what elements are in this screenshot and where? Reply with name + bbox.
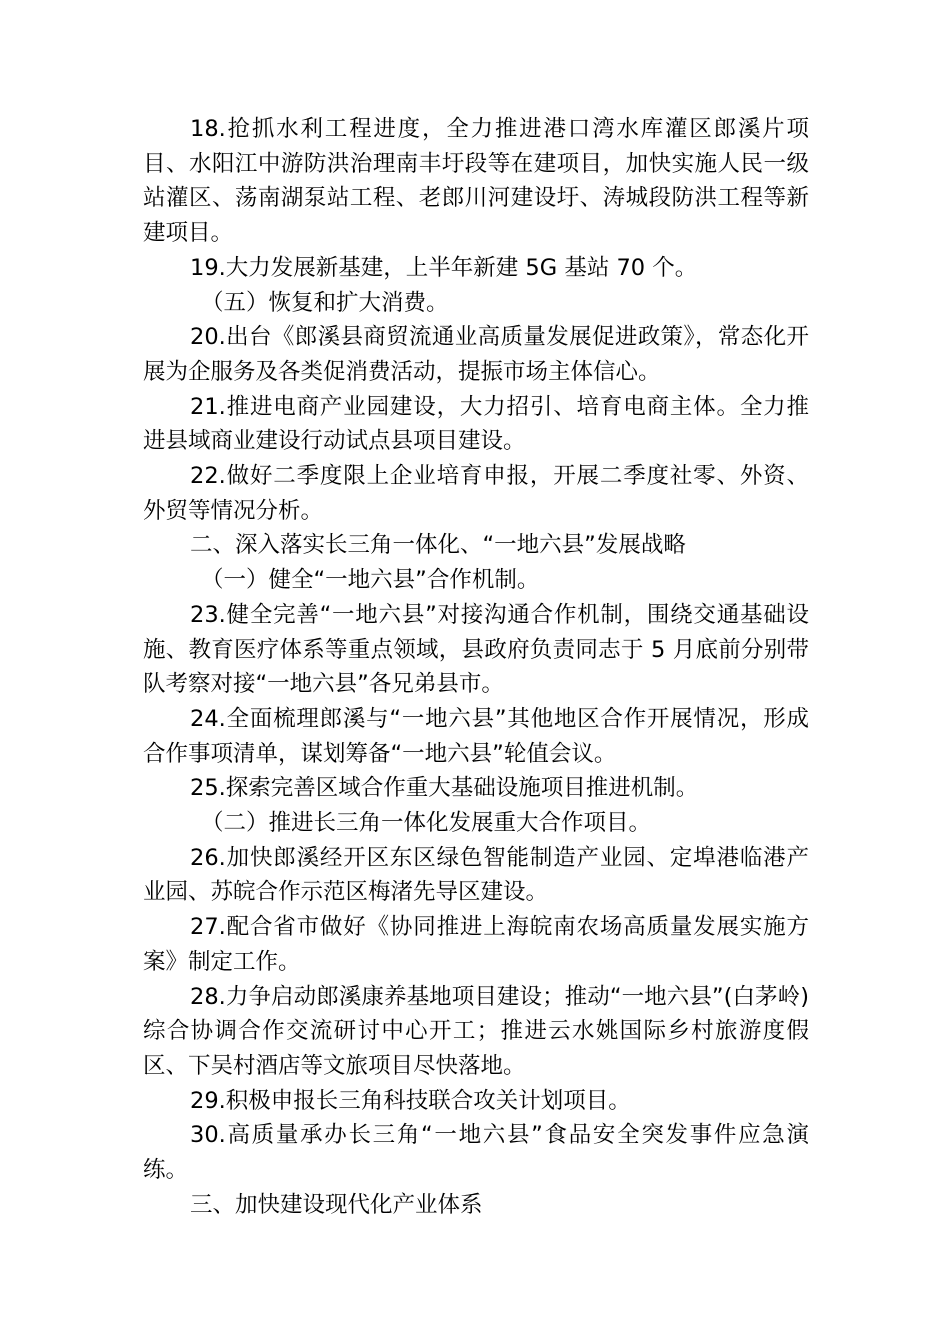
- paragraph-item-24: 24.全面梳理郎溪与“一地六县”其他地区合作开展情况，形成合作事项清单，谋划筹备“一地六县”轮值会议。: [143, 705, 809, 767]
- paragraph-item-28: 28.力争启动郎溪康养基地项目建设；推动“一地六县”(白茅岭)综合协调合作交流研讨中心开工；推进云水姚国际乡村旅游度假区、下吴村酒店等文旅项目尽快落地。: [143, 983, 809, 1079]
- subsection-heading-5: （五）恢复和扩大消费。: [201, 289, 449, 316]
- paragraph-item-22: 22.做好二季度限上企业培育申报，开展二季度社零、外资、外贸等情况分析。: [143, 463, 809, 524]
- paragraph-item-19: 19.大力发展新基建，上半年新建 5G 基站 70 个。: [190, 254, 698, 281]
- paragraph-item-30: 30.高质量承办长三角“一地六县”食品安全突发事件应急演练。: [143, 1122, 809, 1184]
- subsection-heading-2-1: （一）健全“一地六县”合作机制。: [201, 567, 540, 594]
- paragraph-item-21: 21.推进电商产业园建设，大力招引、培育电商主体。全力推进县域商业建设行动试点县项目建设。: [143, 393, 809, 455]
- document-body: [143, 112, 809, 1223]
- subsection-heading-2-2: （二）推进长三角一体化发展重大合作项目。: [201, 810, 652, 837]
- paragraph-item-20: 20.出台《郎溪县商贸流通业高质量发展促进政策》，常态化开展为企服务及各类促消费活动，提振市场主体信心。: [143, 324, 809, 385]
- section-heading-2: 二、深入落实长三角一体化、“一地六县”发展战略: [190, 532, 686, 559]
- paragraph-item-26: 26.加快郎溪经开区东区绿色智能制造产业园、定埠港临港产业园、苏皖合作示范区梅渚先导区建设。: [143, 844, 809, 906]
- section-heading-3: 三、加快建设现代化产业体系: [190, 1191, 483, 1218]
- paragraph-item-29: 29.积极申报长三角科技联合攻关计划项目。: [190, 1087, 631, 1114]
- paragraph-item-18: 18.抢抓水利工程进度，全力推进港口湾水库灌区郎溪片项目、水阳江中游防洪治理南丰圩段等在建项目，加快实施人民一级站灌区、荡南湖泵站工程、老郎川河建设圩、涛城段防洪工程等新建项目。: [143, 116, 809, 247]
- paragraph-item-25: 25.探索完善区域合作重大基础设施项目推进机制。: [190, 775, 699, 802]
- paragraph-item-23: 23.健全完善“一地六县”对接沟通合作机制，围绕交通基础设施、教育医疗体系等重点领域，县政府负责同志于 5 月底前分别带队考察对接“一地六县”各兄弟县市。: [143, 601, 809, 698]
- paragraph-item-27: 27.配合省市做好《协同推进上海皖南农场高质量发展实施方案》制定工作。: [143, 914, 809, 975]
